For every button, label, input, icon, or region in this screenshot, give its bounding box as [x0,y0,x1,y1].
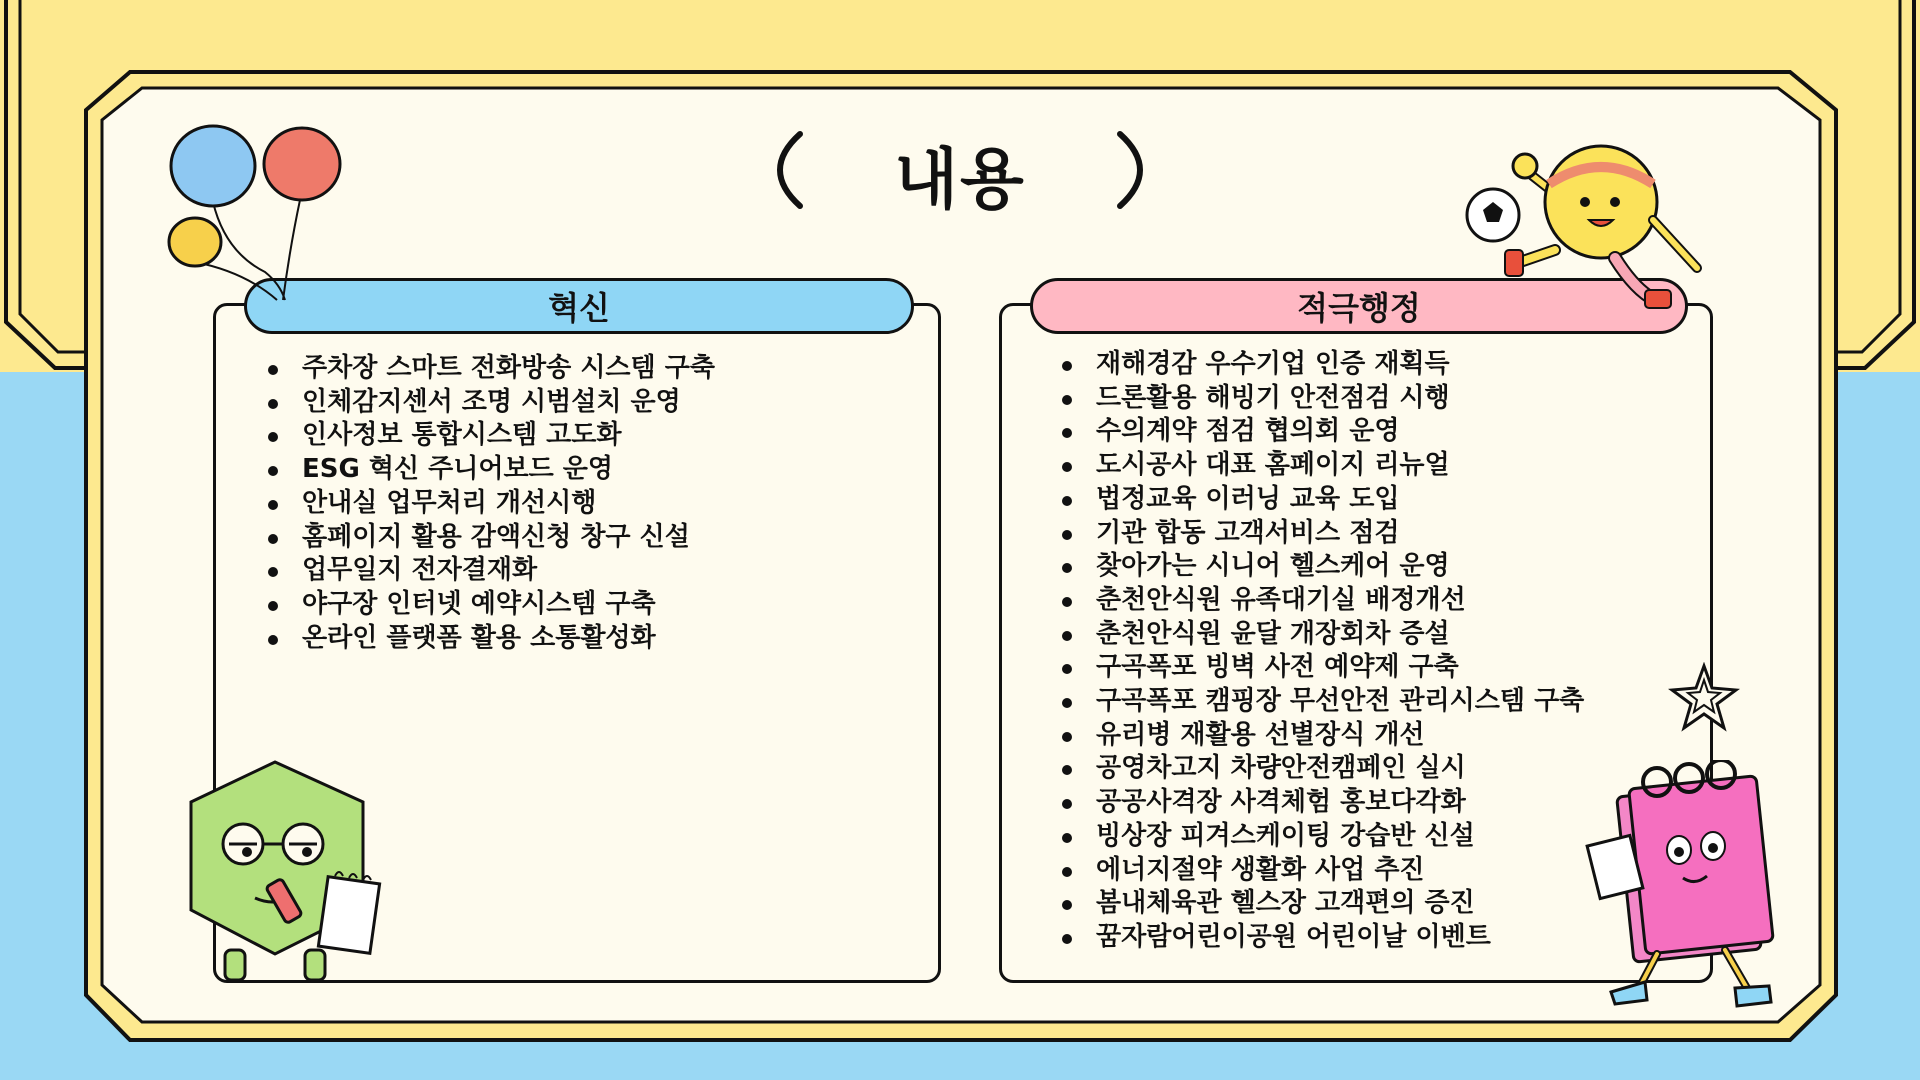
proactive-list [1060,348,1584,955]
list-item: ESG 혁신 주니어보드 운영 [266,453,715,487]
list-item: 구곡폭포 빙벽 사전 예약제 구축 [1060,651,1584,685]
list-item: 온라인 플랫폼 활용 소통활성화 [266,622,715,656]
innovation-title: 혁신 [548,289,610,327]
balloons-illustration [165,122,355,302]
list-item: 춘천안식원 윤달 개장회차 증설 [1060,618,1584,652]
list-item: 춘천안식원 유족대기실 배정개선 [1060,584,1584,618]
list-item: 에너지절약 생활화 사업 추진 [1060,854,1584,888]
notebook-character [1585,760,1780,1010]
soccer-ball-character [1465,140,1715,325]
list-item: 찾아가는 시니어 헬스케어 운영 [1060,550,1584,584]
title-container [760,118,1160,228]
list-item: 공영차고지 차량안전캠페인 실시 [1060,752,1584,786]
list-item: 업무일지 전자결재화 [266,554,715,588]
list-item: 홈페이지 활용 감액신청 창구 신설 [266,521,715,555]
list-item: 재해경감 우수기업 인증 재획득 [1060,348,1584,382]
list-item: 꿈자람어린이공원 어린이날 이벤트 [1060,921,1584,955]
star-icon [1668,662,1740,734]
list-item: 봄내체육관 헬스장 고객편의 증진 [1060,887,1584,921]
list-item: 기관 합동 고객서비스 점검 [1060,517,1584,551]
list-item: 인사정보 통합시스템 고도화 [266,419,715,453]
list-item: 인체감지센서 조명 시범설치 운영 [266,386,715,420]
list-item: 공공사격장 사격체험 홍보다각화 [1060,786,1584,820]
list-item: 구곡폭포 캠핑장 무선안전 관리시스템 구축 [1060,685,1584,719]
list-item: 유리병 재활용 선별장식 개선 [1060,719,1584,753]
page-title: 내용 [894,140,1026,218]
list-item: 야구장 인터넷 예약시스템 구축 [266,588,715,622]
list-item: 드론활용 해빙기 안전점검 시행 [1060,382,1584,416]
list-item: 주차장 스마트 전화방송 시스템 구축 [266,352,715,386]
innovation-list [266,352,715,655]
list-item: 빙상장 피겨스케이팅 강습반 신설 [1060,820,1584,854]
list-item: 법정교육 이러닝 교육 도입 [1060,483,1584,517]
list-item: 도시공사 대표 홈페이지 리뉴얼 [1060,449,1584,483]
hexagon-character [185,760,395,982]
list-item: 수의계약 점검 협의회 운영 [1060,415,1584,449]
proactive-title: 적극행정 [1297,289,1421,327]
list-item: 안내실 업무처리 개선시행 [266,487,715,521]
